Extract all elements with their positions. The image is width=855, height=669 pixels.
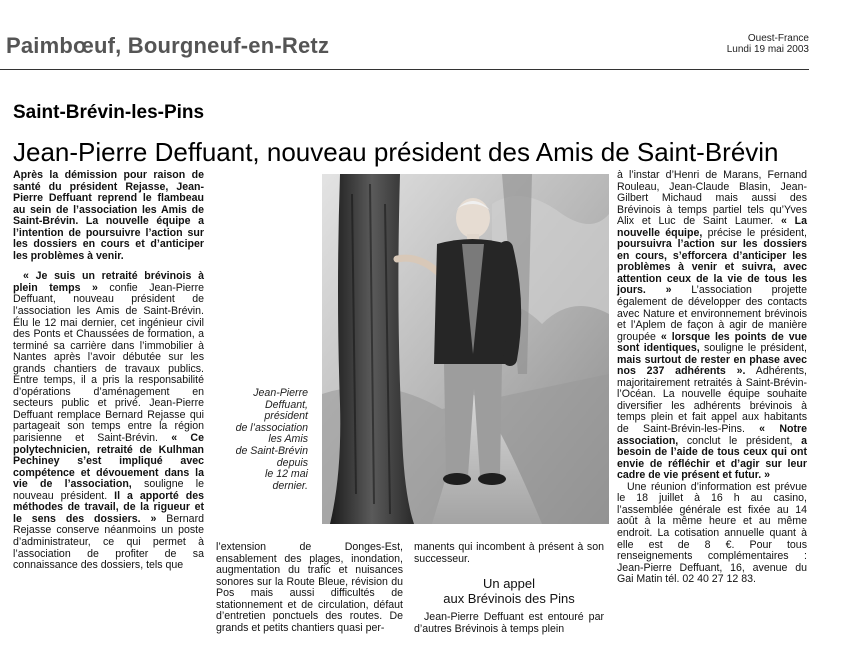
paragraph: Jean-Pierre Deffuant est entouré par d’autres Brévinois à temps plein	[414, 611, 604, 635]
article-subheading: Un appel aux Brévinois des Pins	[443, 576, 575, 606]
paragraph: à l’instar d’Henri de Marans, Fernand Rouleau, Jean-Claude Blasin, Jean-Gilbert Michaud mais aussi des Brévinois à temps partiel tels qu’Yves Alix et Luc de Saint Laumer. « La nouvelle équipe, précise le président, poursuivra l’action sur les dossiers en cours, s’efforcera d’anticiper les problèmes à venir et suivra, avec attention ceux de la vie de tous les jours. » L’association projette également de développer des contacts avec Nature et environnement brévinois et l’Aplem de façon à agir de manière groupée « lorsque les points de vue sont identiques, souligne le président, mais surtout de rester en phase avec nos 237 adhérents ». Adhérents, majoritairement retraités à Saint-Brévin-l’Océan. La nouvelle équipe souhaite diversifier les adhérents brévinois à temps plein et fait appel aux habitants de Saint-Brévin-les-Pins. « Notre association, conclut le président, a besoin de l’aide de tous ceux qui ont envie de réfléchir et d’agir sur leur cadre de vie présent et futur. »	[617, 169, 807, 482]
newspaper-name: Ouest-France	[747, 33, 809, 44]
publication-date: Lundi 19 mai 2003	[726, 44, 809, 55]
article-column-4	[617, 170, 807, 586]
section-title: Paimbœuf, Bourgneuf-en-Retz	[6, 33, 330, 58]
article-column-3-continued	[414, 612, 604, 635]
publication-info	[649, 33, 809, 55]
article-column-1	[13, 170, 204, 572]
portrait-photo	[322, 174, 609, 524]
article-lead: Après la démission pour raison de santé du président Rejasse, Jean-Pierre Deffuant reprend le flambeau au sein de l’association les Amis de Saint-Brévin. La nouvelle équipe a l’intention de poursuivre l’action sur les dossiers en cours et d’anticiper les problèmes à venir.	[13, 169, 204, 262]
photo-caption: Jean-Pierre Deffuant, président de l’association les Amis de Saint-Brévin depuis le 12 mai dernier.	[235, 387, 308, 492]
article-kicker: Saint-Brévin-les-Pins	[13, 102, 205, 123]
article-column-2	[216, 542, 403, 634]
paragraph: l’extension de Donges-Est, ensablement des plages, inondation, augmentation du trafic et nuisances sonores sur la Route Bleue, révision du Pos mais aussi difficultés de stationnement et de circulation, défaut d’entretien ponctuels des routes. De grands et petits chantiers quasi per-	[216, 541, 403, 634]
header-rule	[0, 69, 809, 70]
article-headline: Jean-Pierre Deffuant, nouveau président des Amis de Saint-Brévin	[13, 137, 779, 167]
paragraph: « Je suis un retraité brévinois à plein temps » confie Jean-Pierre Deffuant, nouveau président de l’association les Amis de Saint-Brévin. Élu le 12 mai dernier, cet ingénieur civil des Ponts et Chaussées de formation, a terminé sa carrière dans l’immobilier à Nantes après l’avoir débutée sur les grands chantiers de travaux publics. Entre temps, il a pris la responsabilité d’opérations d’aménagement en secteurs public et privé. Jean-Pierre Deffuant remplace Bernard Rejasse qui partageait son temps entre la région parisienne et Saint-Brévin. « Ce polytechnicien, retraité de Kulhman Pechiney s’est impliqué avec compétence et dévouement dans la vie de l’association, souligne le nouveau président. Il a apporté des méthodes de travail, de la rigueur et le sens des dossiers. » Bernard Rejasse conserve néanmoins un poste d’administrateur, ce qui permet à l’association de profiter de sa connaissance des dossiers, tels que	[13, 270, 204, 572]
paragraph: Une réunion d’information est prévue le 18 juillet à 16 h au casino, l’assemblée générale est fixée au 14 août à la même heure et au même endroit. La cotisation annuelle quant à elle est de 8 €. Pour tous renseignements complémentaires : Jean-Pierre Deffuant, 16, avenue du Gai Matin tél. 02 40 27 12 83.	[617, 480, 807, 586]
paragraph: manents qui incombent à présent à son successeur.	[414, 541, 604, 565]
article-column-3	[414, 542, 604, 565]
